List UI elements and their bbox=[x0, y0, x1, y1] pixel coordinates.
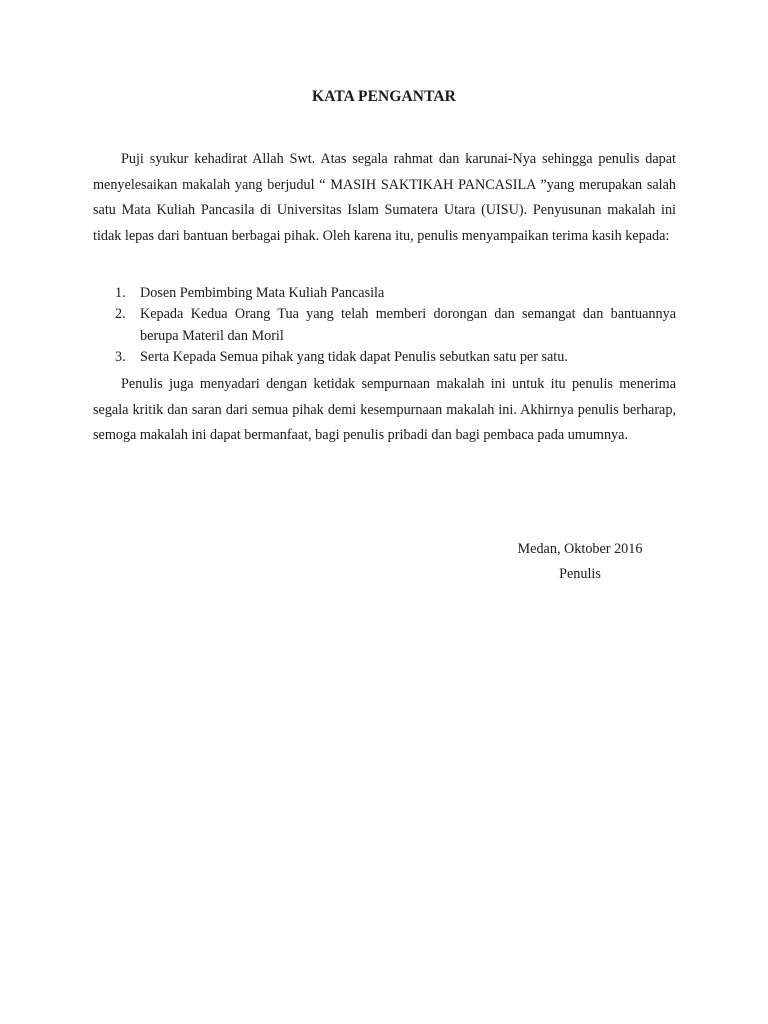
place-date: Medan, Oktober 2016 bbox=[517, 541, 643, 557]
signer-label: Penulis bbox=[559, 566, 601, 582]
list-item-number: 2. bbox=[115, 306, 126, 322]
list-item-text: Kepada Kedua Orang Tua yang telah memberi dorongan dan semangat dan bantuannya berupa Materil dan Moril bbox=[140, 306, 676, 344]
page-title: KATA PENGANTAR bbox=[312, 88, 456, 105]
list-item-text: Serta Kepada Semua pihak yang tidak dapat Penulis sebutkan satu per satu. bbox=[140, 349, 568, 365]
list-item bbox=[93, 303, 676, 347]
list-item-number: 1. bbox=[115, 285, 126, 301]
intro-paragraph: Puji syukur kehadirat Allah Swt. Atas segala rahmat dan karunai-Nya sehingga penulis dapat menyelesaikan makalah yang berjudul “ MASIH SAKTIKAH PANCASILA ”yang merupakan salah satu Mata Kuliah Pancasila di Universitas Islam Sumatera Utara (UISU). Penyusunan makalah ini tidak lepas dari bantuan berbagai pihak. Oleh karena itu, penulis menyampaikan terima kasih kepada: bbox=[93, 151, 676, 244]
list-item bbox=[93, 347, 676, 367]
list-item-text: Dosen Pembimbing Mata Kuliah Pancasila bbox=[140, 285, 385, 301]
list-item bbox=[93, 283, 676, 303]
list-item-number: 3. bbox=[115, 349, 126, 365]
closing-paragraph: Penulis juga menyadari dengan ketidak sempurnaan makalah ini untuk itu penulis menerima segala kritik dan saran dari semua pihak demi kesempurnaan makalah ini. Akhirnya penulis berharap, semoga makalah ini dapat bermanfaat, bagi penulis pribadi dan bagi pembaca pada umumnya. bbox=[93, 376, 676, 443]
thanks-list bbox=[93, 283, 676, 367]
